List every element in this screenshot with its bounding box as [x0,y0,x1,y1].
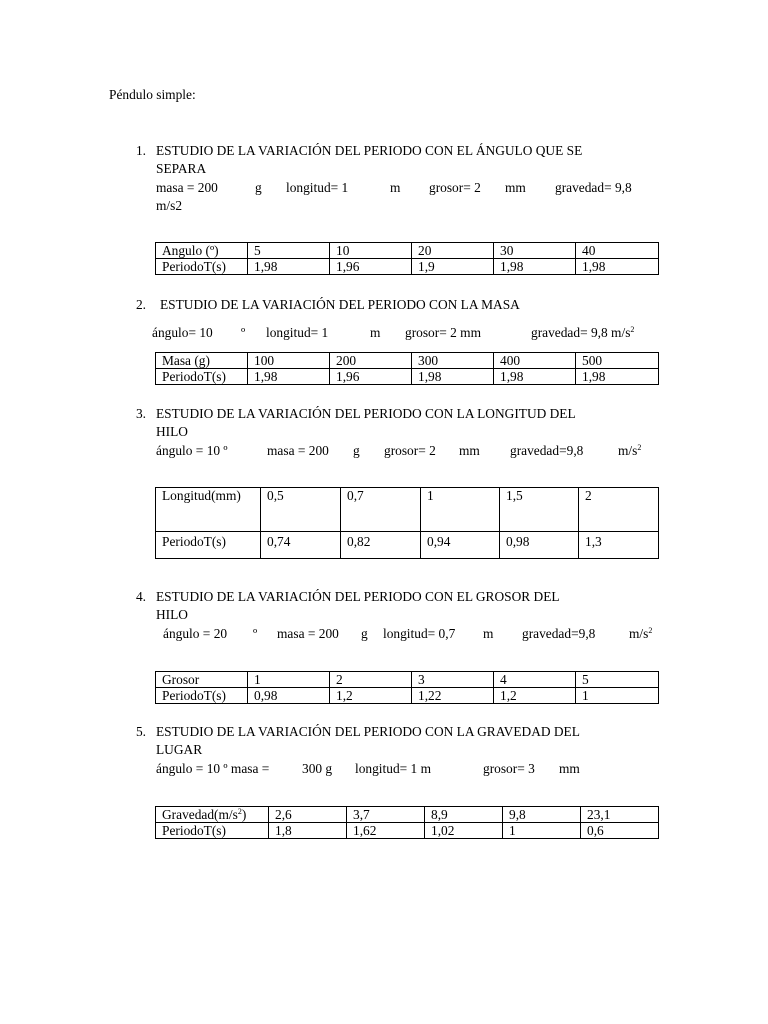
param-grosor: grosor= 3 [483,761,535,776]
param-angulo: ángulo = 10 º [156,443,228,458]
section-heading-cont: HILO [156,424,188,439]
table-cell: 1,98 [576,259,659,275]
table-cell: 1 [503,823,581,839]
table-cell: 500 [576,353,659,369]
table-cell: PeriodoT(s) [156,369,248,385]
param-gravedad: gravedad=9,8 [522,626,596,641]
table-cell: 1,98 [576,369,659,385]
param-grosor-unit: mm [459,443,480,458]
param-grosor: grosor= 2 mm [405,325,481,340]
section-heading: ESTUDIO DE LA VARIACIÓN DEL PERIODO CON EL GROSOR DEL [156,589,560,604]
table-cell: 5 [248,243,330,259]
param-grosor-unit: mm [505,180,526,195]
param-longitud-unit: m [483,626,494,641]
section-params [0,325,768,341]
section-heading-cont: HILO [156,607,188,622]
table-cell: PeriodoT(s) [156,532,261,559]
param-gravedad-unit [629,626,652,642]
table-cell: PeriodoT(s) [156,823,269,839]
table-cell: 1,98 [412,369,494,385]
data-table [155,242,659,275]
param-masa-unit: g [361,626,368,641]
section-number: 5. [135,724,146,739]
param-masa: masa = 200 [267,443,329,458]
param-angulo-unit: º [253,626,258,641]
param-masa: masa = 200 [156,180,218,195]
table-cell: 1,98 [494,369,576,385]
param-masa-unit: g [255,180,262,195]
table-cell: 23,1 [581,807,659,823]
table-cell: 30 [494,243,576,259]
param-gravedad-unit: m/s2 [156,198,183,213]
table-row [156,688,659,704]
param-angulo: ángulo = 20 [163,626,228,641]
table-cell: 0,82 [341,532,421,559]
table-cell: 0,5 [261,488,341,532]
section-params [0,443,768,459]
table-cell: 0,98 [248,688,330,704]
table-cell: 1,98 [248,369,330,385]
param-longitud-unit: m [390,180,401,195]
table-cell: 0,7 [341,488,421,532]
table-cell: 1,96 [330,369,412,385]
table-cell: 1 [576,688,659,704]
table-cell: 2 [579,488,659,532]
table-cell: 0,74 [261,532,341,559]
param-longitud: longitud= 0,7 [383,626,456,641]
section-number: 3. [135,406,146,421]
table-row [156,243,659,259]
param-masa-unit: g [353,443,360,458]
param-gravedad-text: gravedad= 9,8 m/s [531,325,631,340]
section-heading-cont: SEPARA [156,161,207,176]
table-cell: 4 [494,672,576,688]
section-number: 1. [135,143,146,158]
section-heading: ESTUDIO DE LA VARIACIÓN DEL PERIODO CON LA LONGITUD DEL [156,406,576,421]
section-number: 4. [135,589,146,604]
table-cell: 9,8 [503,807,581,823]
param-longitud: longitud= 1 m [355,761,431,776]
table-cell: 1,3 [579,532,659,559]
table-row [156,369,659,385]
data-table [155,352,659,385]
section-heading: ESTUDIO DE LA VARIACIÓN DEL PERIODO CON LA GRAVEDAD DEL [156,724,580,739]
param-grosor-unit: mm [559,761,580,776]
param-longitud: longitud= 1 [266,325,329,340]
table-cell: 400 [494,353,576,369]
section-heading-cont: LUGAR [156,742,203,757]
table-cell: 0,6 [581,823,659,839]
table-cell: 1,62 [347,823,425,839]
table-row [156,353,659,369]
superscript: 2 [237,807,242,816]
table-cell: 3 [412,672,494,688]
param-angulo-unit: º [241,325,246,340]
table-cell-label-close: ) [241,807,247,822]
table-cell [156,807,269,823]
table-row [156,672,659,688]
table-cell: Longitud(mm) [156,488,261,532]
section-params [0,180,768,196]
data-table [155,671,659,704]
table-cell: 10 [330,243,412,259]
table-cell: 1,9 [412,259,494,275]
param-grosor: grosor= 2 [384,443,436,458]
table-cell: 1,22 [412,688,494,704]
table-cell: 1 [421,488,500,532]
table-cell: 1,02 [425,823,503,839]
superscript: 2 [637,443,642,452]
table-cell: 2,6 [269,807,347,823]
superscript: 2 [630,325,635,334]
table-cell: 2 [330,672,412,688]
section-params [0,626,768,642]
param-grosor: grosor= 2 [429,180,481,195]
table-cell-label: Gravedad(m/s [162,807,238,822]
table-cell: 1,8 [269,823,347,839]
table-cell: 1,2 [494,688,576,704]
param-longitud-unit: m [370,325,381,340]
table-cell: 0,98 [500,532,579,559]
table-cell: PeriodoT(s) [156,259,248,275]
param-masa: masa = 200 [277,626,339,641]
table-row [156,823,659,839]
table-cell: 300 [412,353,494,369]
table-cell: PeriodoT(s) [156,688,248,704]
param-masa-value: 300 g [302,761,333,776]
section-heading: ESTUDIO DE LA VARIACIÓN DEL PERIODO CON EL ÁNGULO QUE SE [156,143,583,158]
param-angulo-masa: ángulo = 10 º masa = [156,761,270,776]
table-cell: 40 [576,243,659,259]
table-cell: Grosor [156,672,248,688]
table-cell: 3,7 [347,807,425,823]
table-row [156,532,659,559]
table-cell: Masa (g) [156,353,248,369]
param-angulo: ángulo= 10 [152,325,213,340]
param-gravedad-unit-text: m/s [618,443,638,458]
table-row [156,488,659,532]
table-cell: 1,98 [494,259,576,275]
table-cell: Angulo (º) [156,243,248,259]
table-row [156,807,659,823]
table-cell: 5 [576,672,659,688]
table-cell: 1,5 [500,488,579,532]
param-gravedad [531,325,634,341]
document-title: Péndulo simple: [109,87,196,102]
superscript: 2 [648,626,653,635]
table-cell: 1,98 [248,259,330,275]
table-row [156,259,659,275]
param-gravedad-unit-text: m/s [629,626,649,641]
section-heading: ESTUDIO DE LA VARIACIÓN DEL PERIODO CON LA MASA [160,297,520,312]
param-gravedad: gravedad= 9,8 [555,180,632,195]
table-cell: 20 [412,243,494,259]
param-longitud: longitud= 1 [286,180,349,195]
section-params [0,761,768,777]
section-number: 2. [135,297,146,312]
param-gravedad: gravedad=9,8 [510,443,584,458]
table-cell: 1,96 [330,259,412,275]
table-cell: 1,2 [330,688,412,704]
data-table [155,806,659,839]
table-cell: 1 [248,672,330,688]
data-table [155,487,659,559]
table-cell: 100 [248,353,330,369]
param-gravedad-unit [618,443,641,459]
table-cell: 8,9 [425,807,503,823]
table-cell: 0,94 [421,532,500,559]
table-cell: 200 [330,353,412,369]
